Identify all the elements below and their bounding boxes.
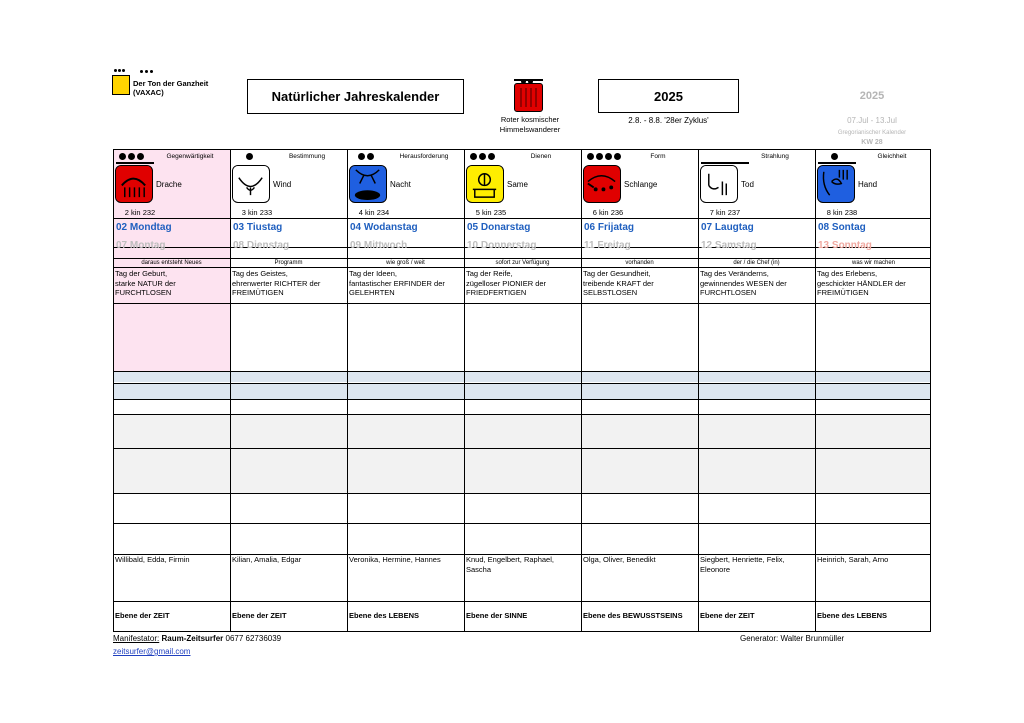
band-grey-1 bbox=[113, 414, 931, 448]
saints-names bbox=[232, 555, 345, 565]
day-description bbox=[700, 269, 813, 298]
wind-glyph-icon bbox=[232, 165, 270, 203]
dragon-glyph-icon bbox=[115, 165, 153, 203]
email-link[interactable]: zeitsurfer@gmail.com bbox=[113, 647, 191, 656]
week-label: KW 28 bbox=[861, 139, 883, 146]
logo-subtitle: (VAXAC) bbox=[133, 88, 164, 97]
grid-line bbox=[113, 149, 931, 150]
day-name: 05 Donarstag bbox=[467, 222, 531, 233]
gregorian-day: 08 Dienstag bbox=[233, 240, 290, 251]
description-line: gewinnendes WESEN der bbox=[700, 278, 787, 288]
day-description bbox=[115, 269, 228, 298]
ebene-label: Ebene des BEWUSSTSEINS bbox=[583, 611, 683, 620]
grid-column-line bbox=[464, 149, 465, 631]
grid-line bbox=[113, 631, 931, 632]
center-seal-label bbox=[494, 115, 566, 134]
gregorian-day: 11 Freitag bbox=[584, 240, 631, 251]
names-line: Eleonore bbox=[700, 564, 731, 574]
names-line: Knud, Engelbert, Raphael, bbox=[466, 555, 554, 564]
description-line: Tag der Geburt, bbox=[115, 269, 168, 278]
day-name: 04 Wodanstag bbox=[350, 222, 418, 233]
grid-line bbox=[113, 601, 931, 602]
seal-name: Drache bbox=[156, 180, 182, 189]
calendar-title-box bbox=[247, 79, 464, 114]
grid-line bbox=[113, 448, 931, 449]
tone-label: Herausforderung bbox=[399, 153, 449, 160]
day-name: 03 Tiustag bbox=[233, 222, 283, 233]
grid-line bbox=[113, 399, 931, 400]
description-line: starke NATUR der bbox=[115, 278, 176, 288]
kin-number: 5 kin 235 bbox=[475, 208, 507, 217]
saints-names bbox=[115, 555, 228, 565]
description-line: ehrenwerter RICHTER der bbox=[232, 278, 321, 288]
description-line: FURCHTLOSEN bbox=[700, 288, 757, 297]
property-label: der / die Chef (in) bbox=[733, 260, 780, 266]
grid-column-line bbox=[347, 149, 348, 631]
seal-name: Hand bbox=[858, 180, 878, 189]
logo-title: Der Ton der Ganzheit bbox=[133, 79, 209, 88]
seal-name: Same bbox=[507, 180, 528, 189]
serpent-glyph-icon bbox=[583, 165, 621, 203]
grid-line bbox=[113, 414, 931, 415]
calendar-title: Natürlicher Jahreskalender bbox=[271, 89, 440, 104]
logo-tone-icon bbox=[112, 68, 132, 96]
day-name: 08 Sontag bbox=[818, 222, 866, 233]
description-line: fantastischer ERFINDER der bbox=[349, 278, 445, 288]
night-glyph-icon bbox=[349, 165, 387, 203]
kin-number: 3 kin 233 bbox=[241, 208, 273, 217]
cycle-label: 2.8. - 8.8. '28er Zyklus' bbox=[628, 116, 709, 125]
names-line: Willibald, Edda, Firmin bbox=[115, 555, 190, 564]
tone-dots-icon bbox=[119, 153, 146, 160]
kin-number: 4 kin 234 bbox=[358, 208, 390, 217]
day-name: 02 Mondtag bbox=[116, 222, 172, 233]
day-description bbox=[817, 269, 930, 298]
names-line: Veronika, Hermine, Hannes bbox=[349, 555, 441, 564]
gregorian-day: 13 Sonntag bbox=[818, 240, 872, 251]
saints-names bbox=[583, 555, 696, 565]
tone-label: Dienen bbox=[530, 153, 552, 160]
names-line: Olga, Oliver, Benedikt bbox=[583, 555, 656, 564]
kin-number: 7 kin 237 bbox=[709, 208, 741, 217]
grid-column-line bbox=[581, 149, 582, 631]
grid-column-line bbox=[815, 149, 816, 631]
grid-column-line bbox=[113, 149, 114, 631]
gregorian-day: 10 Donnerstag bbox=[467, 240, 537, 251]
logo-text bbox=[133, 79, 208, 97]
description-line: FREIMÜTIGEN bbox=[817, 288, 869, 297]
saints-names bbox=[817, 555, 930, 565]
property-label: Programm bbox=[274, 260, 303, 266]
description-line: Tag des Veränderns, bbox=[700, 269, 769, 278]
week-grid bbox=[113, 149, 931, 631]
property-label: was wir machen bbox=[851, 260, 895, 266]
property-label: wie groß / weit bbox=[386, 260, 425, 266]
tone-label: Strahlung bbox=[761, 153, 789, 160]
center-seal-line1: Roter kosmischer bbox=[500, 115, 560, 124]
greg-range: 07.Jul - 13.Jul bbox=[847, 116, 897, 125]
grid-line bbox=[113, 258, 931, 259]
description-line: Tag des Erlebens, bbox=[817, 269, 878, 278]
manifestator-name: Raum-Zeitsurfer bbox=[161, 634, 224, 643]
day-description bbox=[349, 269, 462, 298]
tone-dots-icon bbox=[587, 153, 623, 160]
gregorian-day: 12 Samstag bbox=[701, 240, 757, 251]
property-label: daraus entsteht Neues bbox=[141, 260, 202, 266]
greg-year: 2025 bbox=[859, 90, 885, 102]
greg-label: Gregorianischer Kalender bbox=[837, 130, 907, 136]
saints-names bbox=[466, 555, 579, 574]
year-box bbox=[598, 79, 739, 113]
manifestator-label: Manifestator: bbox=[113, 634, 160, 643]
grid-line bbox=[113, 371, 931, 372]
ebene-label: Ebene des LEBENS bbox=[817, 611, 888, 620]
saints-names bbox=[349, 555, 462, 565]
gregorian-day: 07 Montag bbox=[116, 240, 166, 251]
description-line: zügelloser PIONIER der bbox=[466, 278, 547, 288]
saints-names bbox=[700, 555, 813, 574]
day-description bbox=[583, 269, 696, 298]
grid-line bbox=[113, 523, 931, 524]
tone-bar-icon bbox=[701, 162, 749, 164]
names-line: Sascha bbox=[466, 564, 492, 574]
description-line: treibende KRAFT der bbox=[583, 278, 654, 288]
manifestator-phone: 0677 62736039 bbox=[225, 634, 282, 643]
year-label: 2025 bbox=[654, 88, 683, 104]
grid-line bbox=[113, 267, 931, 268]
seed-glyph-icon bbox=[466, 165, 504, 203]
band-grey-2 bbox=[113, 448, 931, 493]
property-label: vorhanden bbox=[625, 260, 654, 266]
description-line: geschickter HÄNDLER der bbox=[817, 278, 906, 288]
footer-manifestator bbox=[113, 634, 281, 643]
description-line: SELBSTLOSEN bbox=[583, 288, 638, 297]
hand-glyph-icon bbox=[817, 165, 855, 203]
ebene-label: Ebene der ZEIT bbox=[232, 611, 287, 620]
grid-line bbox=[113, 218, 931, 219]
names-line: Heinrich, Sarah, Arno bbox=[817, 555, 889, 564]
description-line: Tag der Ideen, bbox=[349, 269, 397, 278]
kin-number: 8 kin 238 bbox=[826, 208, 858, 217]
day-name: 06 Frijatag bbox=[584, 222, 635, 233]
band-blue-2 bbox=[113, 384, 931, 399]
ebene-label: Ebene des LEBENS bbox=[349, 611, 420, 620]
description-line: Tag des Geistes, bbox=[232, 269, 288, 278]
day-description bbox=[466, 269, 579, 298]
tone-label: Bestimmung bbox=[288, 153, 326, 160]
logo-dots bbox=[140, 68, 153, 75]
seal-name: Tod bbox=[741, 180, 754, 189]
death-glyph-icon bbox=[700, 165, 738, 203]
ebene-label: Ebene der ZEIT bbox=[115, 611, 170, 620]
band-blue-1 bbox=[113, 371, 931, 382]
generator-label: Generator: Walter Brunmüller bbox=[740, 634, 845, 643]
description-line: Tag der Reife, bbox=[466, 269, 513, 278]
grid-column-line bbox=[230, 149, 231, 631]
description-line: Tag der Gesundheit, bbox=[583, 269, 651, 278]
kin-number: 2 kin 232 bbox=[124, 208, 156, 217]
ebene-label: Ebene der ZEIT bbox=[700, 611, 755, 620]
day-name: 07 Laugtag bbox=[701, 222, 754, 233]
names-line: Kilian, Amalia, Edgar bbox=[232, 555, 302, 564]
names-line: Siegbert, Henriette, Felix, bbox=[700, 555, 785, 564]
tone-bar-icon bbox=[116, 162, 154, 164]
grid-line bbox=[113, 303, 931, 304]
tone-dots-icon bbox=[358, 153, 376, 160]
tone-bar-icon bbox=[818, 162, 856, 164]
center-seal-line2: Himmelswanderer bbox=[499, 124, 561, 134]
gregorian-day: 09 Mittwoch bbox=[350, 240, 408, 251]
tone-dots-icon bbox=[831, 153, 840, 160]
seal-name: Schlange bbox=[624, 180, 658, 189]
ebene-label: Ebene der SINNE bbox=[466, 611, 528, 620]
tone-dots-icon bbox=[246, 153, 255, 160]
center-seal-icon bbox=[513, 71, 545, 113]
description-line: FREIMÜTIGEN bbox=[232, 288, 284, 297]
seal-name: Wind bbox=[273, 180, 292, 189]
grid-line bbox=[113, 383, 931, 384]
description-line: FURCHTLOSEN bbox=[115, 288, 172, 297]
grid-column-line bbox=[698, 149, 699, 631]
description-line: GELEHRTEN bbox=[349, 288, 395, 297]
tone-label: Form bbox=[650, 153, 666, 160]
kin-number: 6 kin 236 bbox=[592, 208, 624, 217]
seal-name: Nacht bbox=[390, 180, 411, 189]
day-description bbox=[232, 269, 345, 298]
tone-label: Gegenwärtigkeit bbox=[166, 153, 214, 160]
tone-label: Gleichheit bbox=[877, 153, 907, 160]
tone-dots-icon bbox=[470, 153, 497, 160]
grid-column-line bbox=[930, 149, 931, 631]
property-label: sofort zur Verfügung bbox=[495, 260, 550, 266]
description-line: FRIEDFERTIGEN bbox=[466, 288, 527, 297]
grid-line bbox=[113, 493, 931, 494]
